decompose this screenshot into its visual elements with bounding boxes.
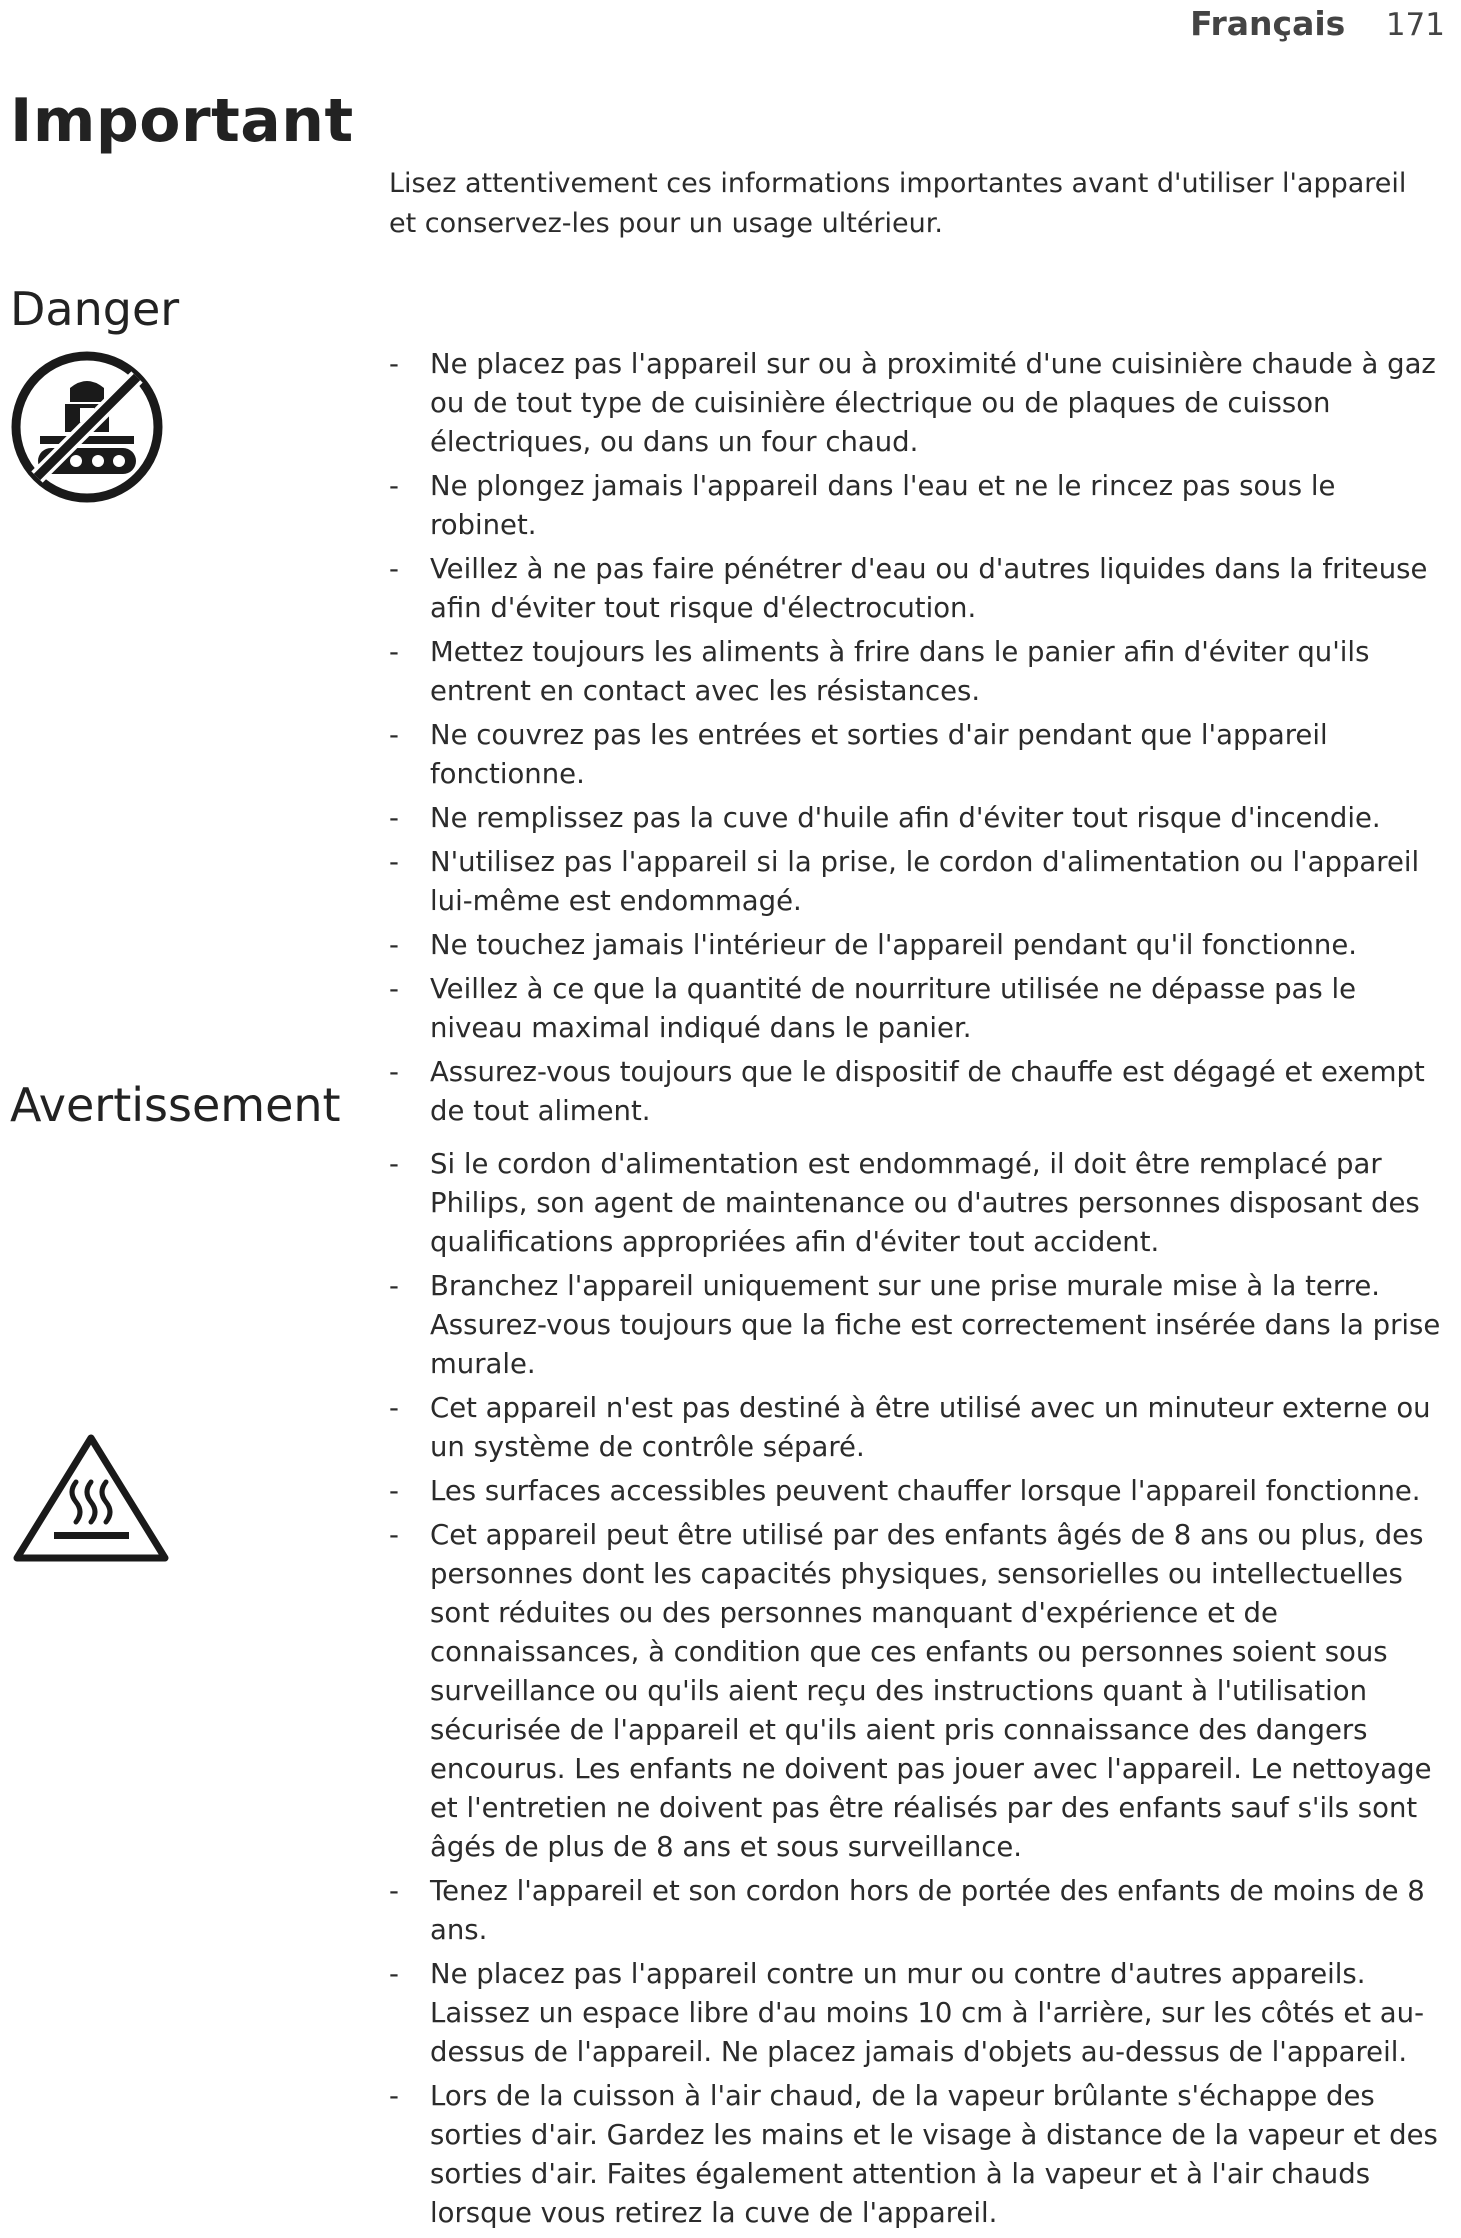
warning-item-5: - Cet appareil peut être utilisé par des enfants âgés de 8 ans ou plus, des personnes dont les capacités physiques, sensorielles ou intellectuelles sont réduites ou des personnes manquant d'expérience et de connaissances, à condition que ces enfants ou personnes soient sous surveillance ou qu'ils aient reçu des instructions quant à l'utilisation sécurisée de l'appareil et qu'ils aient pris connaissance des dangers encourus. Les enfants ne doivent pas jouer avec l'appareil. Le nettoyage et l'entretien ne doivent pas être réalisés par des enfants sauf s'ils sont âgés de plus de 8 ans et sous surveillance. <box>389 1516 1447 1867</box>
danger-item-8: - Ne touchez jamais l'intérieur de l'appareil pendant qu'il fonctionne. <box>389 926 1447 965</box>
danger-item-9: - Veillez à ce que la quantité de nourriture utilisée ne dépasse pas le niveau maximal indiqué dans le panier. <box>389 970 1447 1048</box>
danger-item-7: - N'utilisez pas l'appareil si la prise, le cordon d'alimentation ou l'appareil lui-même est endommagé. <box>389 843 1447 921</box>
warning-item-4: - Les surfaces accessibles peuvent chauffer lorsque l'appareil fonctionne. <box>389 1472 1447 1511</box>
warning-item-3: - Cet appareil n'est pas destiné à être utilisé avec un minuteur externe ou un système de contrôle séparé. <box>389 1389 1447 1467</box>
danger-item-4: - Mettez toujours les aliments à frire dans le panier afin d'éviter qu'ils entrent en contact avec les résistances. <box>389 633 1447 711</box>
warning-list <box>389 1145 1447 2238</box>
warning-item-2: - Branchez l'appareil uniquement sur une prise murale mise à la terre. Assurez-vous toujours que la fiche est correctement insérée dans la prise murale. <box>389 1267 1447 1384</box>
danger-item-5: - Ne couvrez pas les entrées et sorties d'air pendant que l'appareil fonctionne. <box>389 716 1447 794</box>
hot-surface-icon <box>10 1430 172 1564</box>
danger-item-2: - Ne plongez jamais l'appareil dans l'eau et ne le rincez pas sous le robinet. <box>389 467 1447 545</box>
warning-item-7: - Ne placez pas l'appareil contre un mur ou contre d'autres appareils. Laissez un espace libre d'au moins 10 cm à l'arrière, sur les côtés et au-dessus de l'appareil. Ne placez jamais d'objets au-dessus de l'appareil. <box>389 1955 1447 2072</box>
danger-item-1: - Ne placez pas l'appareil sur ou à proximité d'une cuisinière chaude à gaz ou de tout type de cuisinière électrique ou de plaques de cuisson électriques, ou dans un four chaud. <box>389 345 1447 462</box>
danger-heading: Danger <box>10 282 180 336</box>
page-number: 171 <box>1385 7 1445 43</box>
warning-item-6: - Tenez l'appareil et son cordon hors de portée des enfants de moins de 8 ans. <box>389 1872 1447 1950</box>
page-header <box>1190 4 1445 43</box>
warning-heading: Avertissement <box>10 1078 341 1132</box>
important-intro: Lisez attentivement ces informations importantes avant d'utiliser l'appareil et conservez-les pour un usage ultérieur. <box>389 168 1407 239</box>
warning-item-8: - Lors de la cuisson à l'air chaud, de la vapeur brûlante s'échappe des sorties d'air. Gardez les mains et le visage à distance de la vapeur et des sorties d'air. Faites également attention à la vapeur et à l'air chauds lorsque vous retirez la cuve de l'appareil. <box>389 2077 1447 2233</box>
important-heading: Important <box>10 86 354 156</box>
danger-item-3: - Veillez à ne pas faire pénétrer d'eau ou d'autres liquides dans la friteuse afin d'éviter tout risque d'électrocution. <box>389 550 1447 628</box>
danger-list <box>389 345 1447 1136</box>
danger-item-10: - Assurez-vous toujours que le dispositif de chauffe est dégagé et exempt de tout aliment. <box>389 1053 1447 1131</box>
warning-item-1: - Si le cordon d'alimentation est endommagé, il doit être remplacé par Philips, son agent de maintenance ou d'autres personnes disposant des qualifications appropriées afin d'éviter tout accident. <box>389 1145 1447 1262</box>
danger-item-6: - Ne remplissez pas la cuve d'huile afin d'éviter tout risque d'incendie. <box>389 799 1447 838</box>
no-stove-icon <box>10 350 164 504</box>
language-label: Français <box>1190 4 1346 43</box>
